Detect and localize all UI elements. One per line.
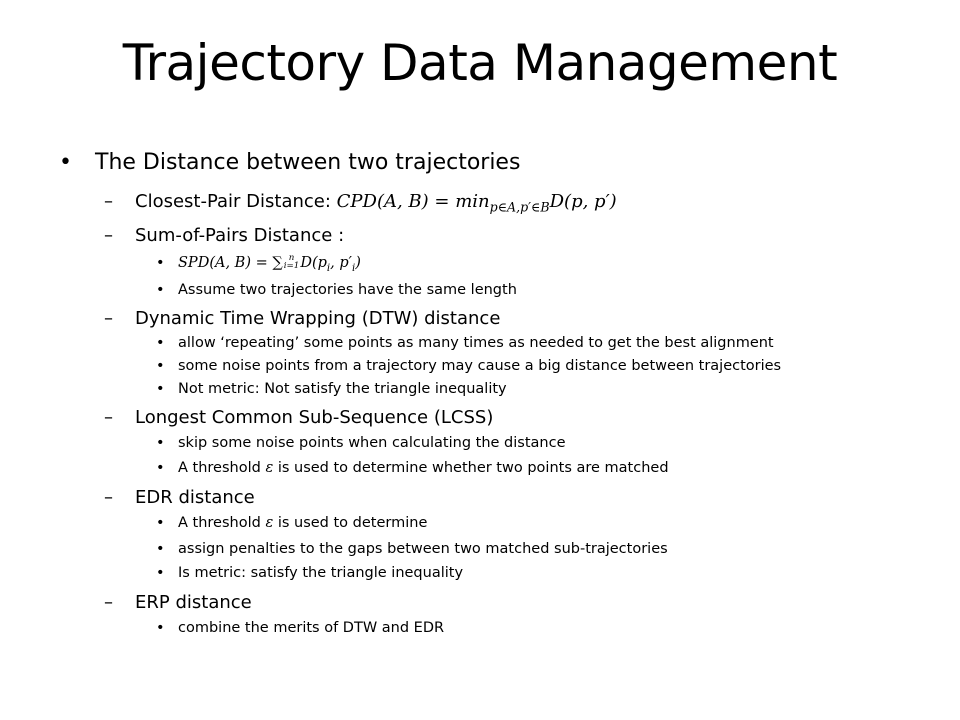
bullet-lcss-1 (156, 435, 566, 451)
bullet-dtw (104, 308, 501, 329)
bullet-dot-icon: • (156, 565, 165, 581)
bullet-dot-icon: • (156, 460, 165, 476)
erp-heading: ERP distance (135, 592, 252, 613)
bullet-edr-1 (156, 515, 428, 531)
spd-formula-lhs: SPD(A, B) (178, 255, 251, 271)
bullet-edr-2 (156, 541, 668, 557)
spd-formula-sub-i2: i (351, 262, 356, 274)
bullet-dot-icon: • (156, 335, 165, 351)
bullet-edr-3 (156, 565, 464, 581)
spd-formula-sub-i: i (326, 262, 331, 274)
spd-note-text: Assume two trajectories have the same length (178, 282, 517, 298)
spd-formula-rhs-b: , p′ (330, 255, 352, 271)
lcss-heading: Longest Common Sub-Sequence (LCSS) (135, 407, 494, 428)
bullet-dash-icon: – (104, 225, 113, 246)
bullet-lcss-2 (156, 460, 669, 476)
slide-title: Trajectory Data Management (122, 34, 838, 92)
distance-heading-text: The Distance between two trajectories (95, 150, 521, 175)
bullet-edr (104, 487, 255, 508)
bullet-erp (104, 592, 252, 613)
edr-1-text-b: is used to determine (273, 515, 428, 531)
bullet-dtw-3 (156, 381, 507, 397)
dtw-1-text: allow ‘repeating’ some points as many times as needed to get the best alignment (178, 335, 774, 351)
spd-sum-lower: i=1 (283, 261, 300, 271)
bullet-dot-icon: • (156, 435, 165, 451)
spd-formula-eq: = (250, 255, 273, 271)
bullet-dash-icon: – (104, 592, 113, 613)
bullet-dot-icon: • (156, 515, 165, 531)
edr-1-text-a: A threshold (178, 515, 266, 531)
bullet-spd-formula (156, 253, 361, 274)
spd-label: Sum-of-Pairs Distance : (135, 225, 345, 246)
bullet-dot-icon: • (156, 255, 165, 271)
spd-formula-rhs-c: ) (355, 255, 361, 271)
erp-1-text: combine the merits of DTW and EDR (178, 620, 445, 636)
cpd-formula-sub: p∈A,p′∈B (489, 199, 550, 215)
spd-formula-rhs-a: D(p (300, 255, 327, 271)
cpd-formula-lhs: CPD(A, B) (336, 191, 429, 212)
bullet-cpd (104, 191, 617, 215)
spd-sum-limits (284, 255, 300, 271)
bullet-dash-icon: – (104, 308, 113, 329)
bullet-dtw-1 (156, 335, 774, 351)
sum-icon: ∑ (272, 255, 283, 271)
epsilon-symbol: ε (265, 515, 274, 531)
bullet-spd-note (156, 282, 517, 298)
bullet-dtw-2 (156, 358, 782, 374)
edr-heading: EDR distance (135, 487, 255, 508)
bullet-erp-1 (156, 620, 445, 636)
edr-2-text: assign penalties to the gaps between two matched sub-trajectories (178, 541, 668, 557)
dtw-3-text: Not metric: Not satisfy the triangle inequality (178, 381, 507, 397)
bullet-dot-icon: • (156, 282, 165, 298)
epsilon-symbol: ε (265, 460, 274, 476)
bullet-dash-icon: – (104, 407, 113, 428)
bullet-lcss (104, 407, 494, 428)
cpd-formula-min: min (455, 191, 490, 212)
bullet-dot-icon: • (156, 358, 165, 374)
dtw-heading: Dynamic Time Wrapping (DTW) distance (135, 308, 501, 329)
bullet-spd (104, 225, 345, 246)
bullet-dot-icon: • (156, 381, 165, 397)
bullet-dash-icon: – (104, 487, 113, 508)
bullet-dot-icon: • (156, 620, 165, 636)
cpd-formula-eq: = (428, 191, 456, 212)
lcss-2-text-a: A threshold (178, 460, 266, 476)
edr-3-text: Is metric: satisfy the triangle inequality (178, 565, 464, 581)
bullet-distance-heading (59, 150, 521, 175)
cpd-formula-rhs: D(p, p′) (549, 191, 617, 212)
bullet-dot-icon: • (59, 150, 72, 175)
lcss-2-text-b: is used to determine whether two points are matched (273, 460, 669, 476)
lcss-1-text: skip some noise points when calculating the distance (178, 435, 566, 451)
cpd-label: Closest-Pair Distance: (135, 191, 337, 212)
spd-sum-upper: n (288, 253, 295, 264)
bullet-dash-icon: – (104, 191, 113, 212)
dtw-2-text: some noise points from a trajectory may cause a big distance between trajectories (178, 358, 782, 374)
bullet-dot-icon: • (156, 541, 165, 557)
